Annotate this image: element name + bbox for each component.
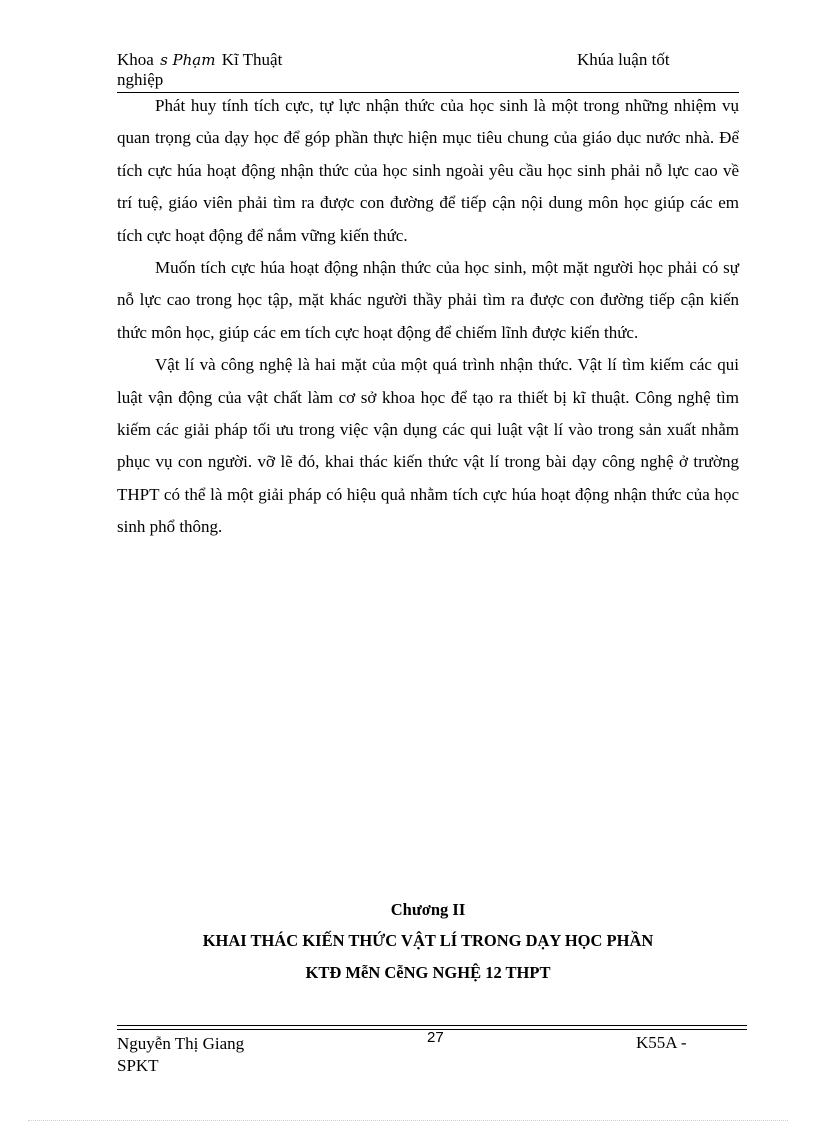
- chapter-label: Chương II: [390, 900, 466, 919]
- header-right: Khúa luận tốt: [577, 50, 670, 69]
- header-left-line2: nghiệp: [117, 70, 164, 89]
- footer-author: Nguyễn Thị Giang: [117, 1034, 245, 1053]
- page-bottom-dotted-edge: [28, 1120, 788, 1121]
- paragraph-2: Muốn tích cực húa hoạt động nhận thức của học sinh, một mặt người học phải có sự nỗ lực cao trong học tập, mặt khác người thầy phải tìm ra được con đường tiếp cận kiến thức môn học, giúp các em tích cực hoạt động để chiếm lĩnh được kiến thức.: [117, 258, 739, 342]
- chapter-title-line2: KTĐ MễN CễNG NGHỆ 12 THPT: [305, 963, 551, 982]
- paragraph-1: Phát huy tính tích cực, tự lực nhận thức của học sinh là một trong những nhiệm vụ quan trọng của dạy học để góp phần thực hiện mục tiêu chung của giáo dục nước nhà. Để tích cực húa hoạt động nhận thức của học sinh ngoài yêu cầu học sinh phải nỗ lực cao về trí tuệ, giáo viên phải tìm ra được con đường để tiếp cận nội dung môn học giúp các em tích cực hoạt động để nắm vững kiến thức.: [117, 96, 739, 245]
- page-number: 27: [427, 1029, 444, 1046]
- footer-left: [117, 1033, 244, 1077]
- footer-class: K55A -: [636, 1033, 687, 1052]
- paragraph-3: Vật lí và công nghệ là hai mặt của một quá trình nhận thức. Vật lí tìm kiếm các qui luật vận động của vật chất làm cơ sở khoa học để tạo ra thiết bị kĩ thuật. Công nghệ tìm kiếm các giải pháp tối ưu trong việc vận dụng các qui luật vật lí vào trong sản xuất nhằm phục vụ con người. vỡ lẽ đó, khai thác kiến thức vật lí trong bài dạy công nghệ ở trường THPT có thể là một giải pháp có hiệu quả nhằm tích cực húa hoạt động nhận thức của học sinh phổ thông.: [117, 355, 739, 537]
- header-script-text: s Phạm: [160, 51, 216, 69]
- footer-rule-top: [117, 1025, 747, 1026]
- footer-dept: SPKT: [117, 1056, 159, 1075]
- header-left: [117, 50, 282, 90]
- body-text: [117, 90, 739, 544]
- chapter-title-line1: KHAI THÁC KIẾN THỨC VẬT LÍ TRONG DẠY HỌC PHẦN: [202, 931, 654, 950]
- header-faculty-word: Khoa: [117, 50, 154, 69]
- header-faculty-word2: Kĩ Thuật: [221, 50, 283, 69]
